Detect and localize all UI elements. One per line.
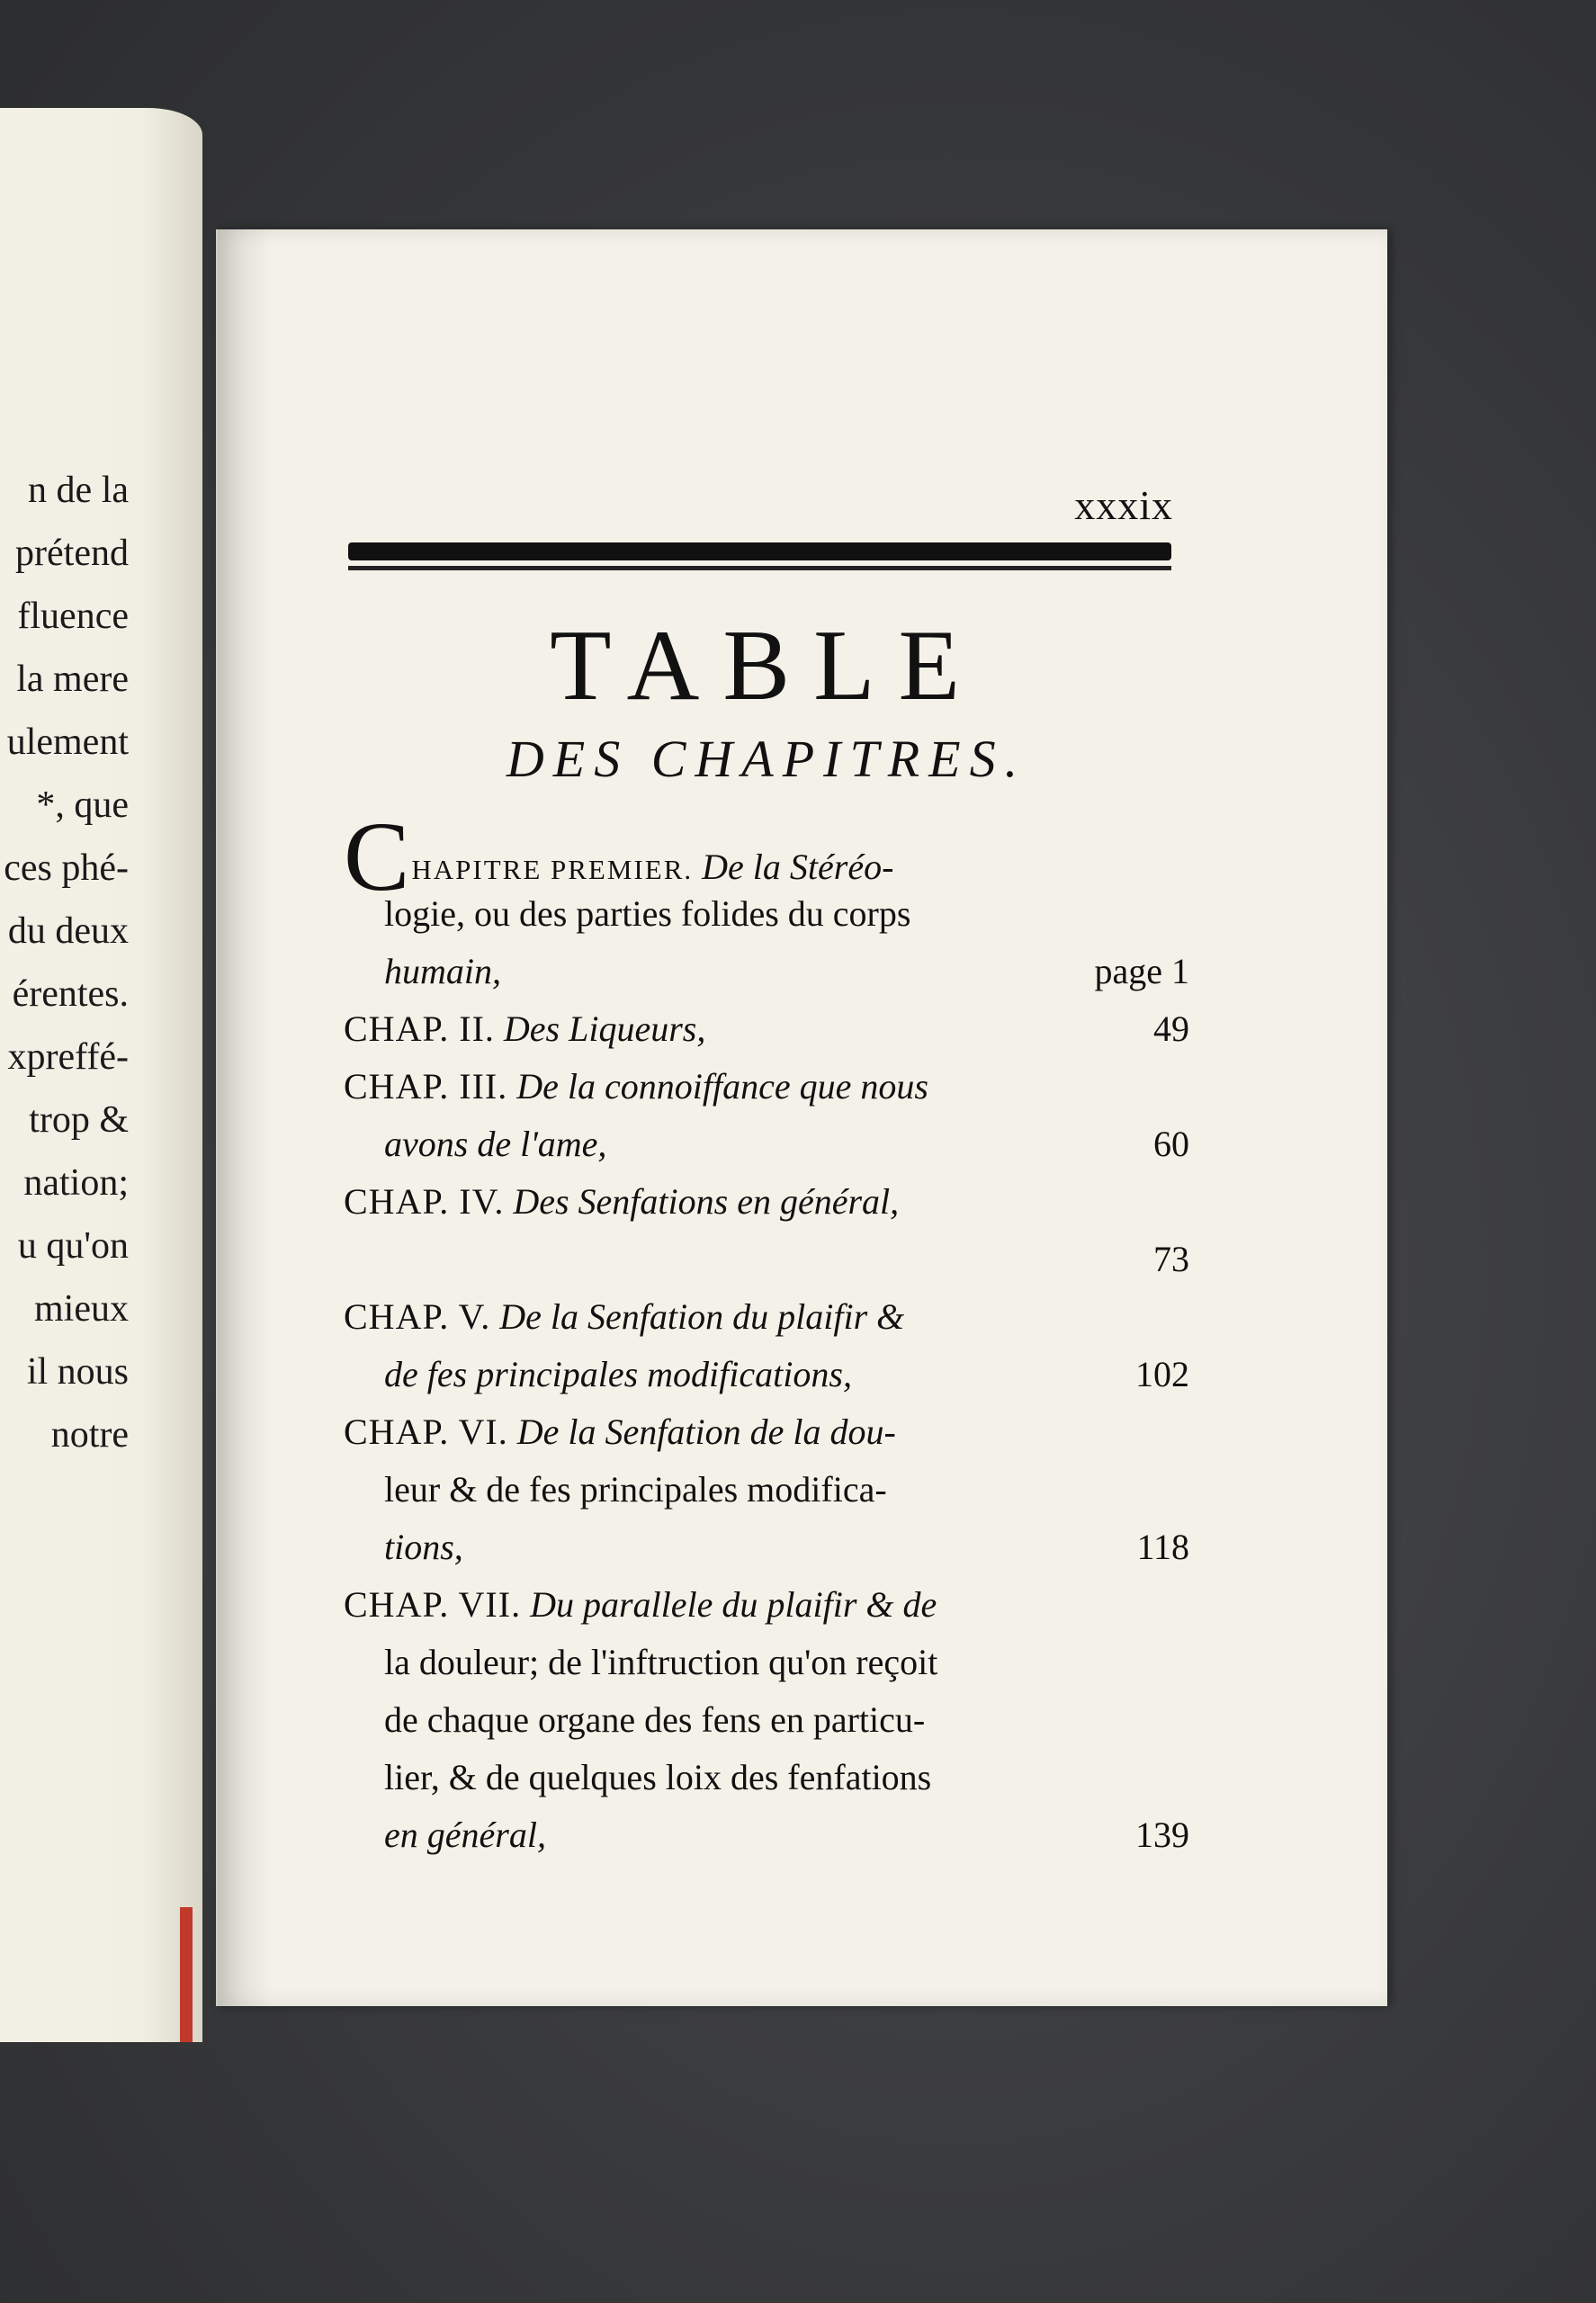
toc-line [344,1231,1189,1288]
chapter-title-cont: en général, [384,1815,546,1855]
left-line: n de la [28,470,129,511]
chapter-heading: CHAP. VI. [344,1411,508,1452]
chapter-title-cont: de fes principales modifications, [384,1354,852,1394]
left-line: il nous [26,1351,129,1393]
left-line: prétend [15,533,129,574]
page-ref: page 1 [1094,951,1189,991]
left-line: ulement [6,721,129,763]
page-ref: 118 [1136,1527,1189,1567]
toc-entry-chapter-3 [344,1058,1189,1173]
chapter-title-cont: humain, [384,951,501,991]
page-ref: 139 [1135,1815,1189,1855]
chapter-title: Des Liqueurs, [503,1008,706,1049]
chapter-title: De la Senfation du plaifir & [499,1296,905,1337]
left-line: érentes. [12,973,129,1015]
toc-entry-chapter-4 [344,1173,1189,1288]
page-ref: 49 [1153,1008,1189,1049]
toc-line [344,1173,1189,1231]
toc-line [344,1806,1189,1864]
left-line: nation; [23,1162,129,1204]
header-rule-thin [348,566,1171,570]
header-rule [348,542,1171,560]
chapter-heading: CHAP. V. [344,1296,491,1337]
toc-line [344,1346,1189,1403]
chapter-heading: CHAP. III. [344,1066,508,1107]
page-title: TABLE [550,610,983,721]
left-line: mieux [34,1288,129,1330]
toc-entry-chapter-6 [344,1403,1189,1576]
left-line: ces phé- [4,847,129,889]
left-page [0,108,202,2042]
toc-line [344,1000,1189,1058]
chapter-title-cont: avons de l'ame, [384,1124,607,1164]
toc-line [344,943,1189,1000]
left-line: la mere [16,659,129,700]
left-page-text [0,459,202,1466]
chapter-title-cont: tions, [384,1527,463,1567]
chapter-heading: CHAP. IV. [344,1181,505,1222]
chapter-title: Du parallele du plaifir & de [530,1584,937,1625]
page-subtitle: DES CHAPITRES. [506,730,1027,788]
chapter-title: De la Senfation de la dou- [516,1411,896,1452]
toc-line [344,802,1189,911]
chapter-title-cont: leur & de fes principales modifica- [384,1469,887,1510]
right-page [216,229,1387,2006]
chapter-title-cont: de chaque organe des fens en particu- [384,1699,926,1740]
chapter-title: Des Senfations en général, [513,1181,900,1222]
drop-cap: C [344,802,410,911]
toc-line [344,1576,1189,1634]
toc-entry-chapter-5 [344,1288,1189,1403]
page-ref: 60 [1153,1124,1189,1164]
toc-line [344,1288,1189,1346]
left-line: u qu'on [17,1225,129,1267]
chapter-heading: CHAP. VII. [344,1584,522,1625]
toc-line [344,1116,1189,1173]
left-line: trop & [29,1099,129,1141]
gutter-shadow [218,229,272,2006]
left-line: notre [50,1414,129,1456]
chapter-title-cont: logie, ou des parties folides du corps [384,893,911,934]
chapter-title: De la connoiffance que nous [516,1066,928,1107]
chapter-title: De la Stéréo- [702,847,894,887]
left-line: fluence [17,596,129,637]
page-ref: 73 [1153,1239,1189,1279]
left-line: xpreffé- [7,1036,129,1078]
left-line: du deux [7,910,129,952]
toc-entry-chapter-1 [344,802,1189,1000]
toc-entry-chapter-2 [344,1000,1189,1058]
table-of-contents [344,802,1189,1864]
page-ref: 102 [1135,1354,1189,1394]
chapter-title-cont: la douleur; de l'inftruction qu'on reçoit [384,1642,938,1682]
toc-line [344,1519,1189,1576]
left-line: *, que [36,784,129,826]
chapter-title-cont: lier, & de quelques loix des fenfations [384,1757,932,1797]
red-page-edge [180,1907,193,2042]
chapter-heading: CHAP. II. [344,1008,495,1049]
toc-line [344,1058,1189,1116]
toc-line [344,1403,1189,1461]
chapter-heading: HAPITRE PREMIER. [411,854,694,885]
page-number: xxxix [1074,482,1173,528]
toc-entry-chapter-7 [344,1576,1189,1864]
